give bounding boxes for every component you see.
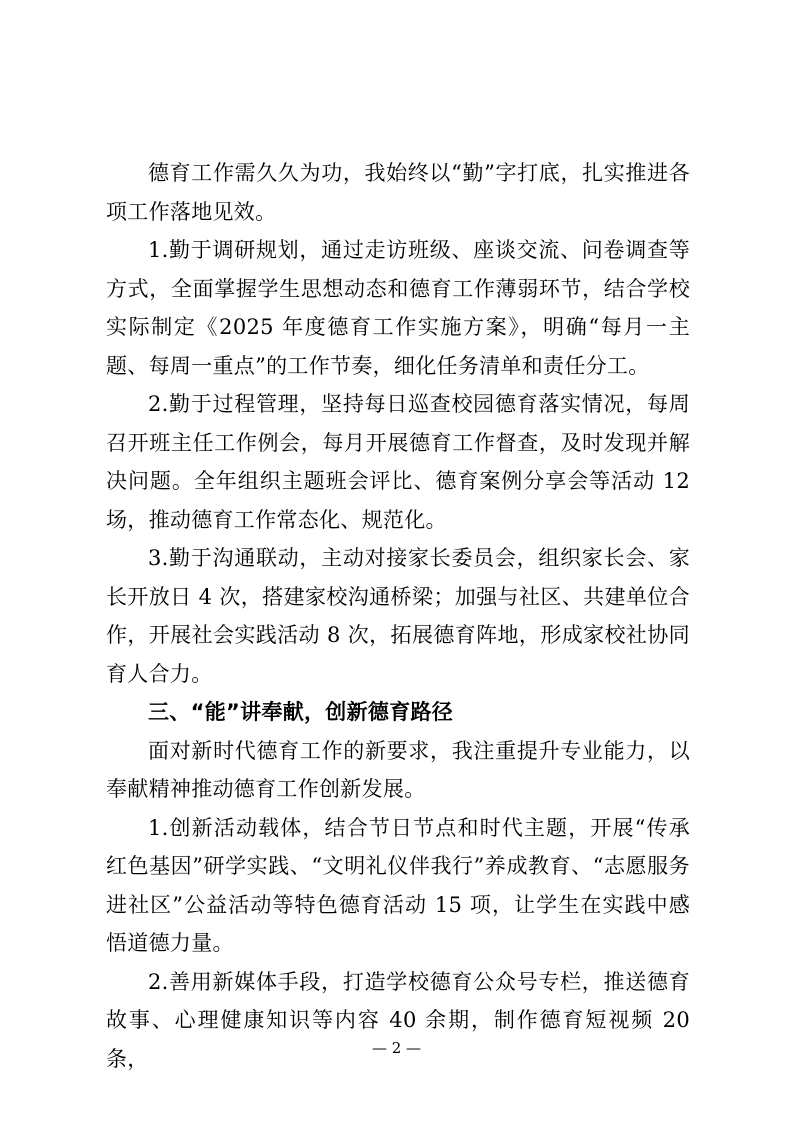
paragraph-process-management: 2.勤于过程管理，坚持每日巡查校园德育落实情况，每周召开班主任工作例会，每月开展德育工作督查，及时发现并解决问题。全年组织主题班会评比、德育案例分享会等活动 12 场，推动德育工作常态化、规范化。 [106, 392, 690, 532]
paragraph-communication: 3.勤于沟通联动，主动对接家长委员会，组织家长会、家长开放日 4 次，搭建家校沟通桥梁；加强与社区、共建单位合作，开展社会实践活动 8 次，拓展德育阵地，形成家校社协同育人合力。 [106, 546, 690, 686]
paragraph-activity-innovation: 1.创新活动载体，结合节日节点和时代主题，开展“传承红色基因”研学实践、“文明礼仪伴我行”养成教育、“志愿服务进社区”公益活动等特色德育活动 15 项，让学生在实践中感悟道德力量。 [106, 815, 690, 955]
paragraph-new-media: 2.善用新媒体手段，打造学校德育公众号专栏，推送德育故事、心理健康知识等内容 40 余期，制作德育短视频 20 条， [106, 969, 690, 1071]
section-heading-3: 三、“能”讲奉献，创新德育路径 [148, 700, 454, 724]
page-number: — 2 — [371, 1039, 422, 1057]
document-body [106, 154, 690, 1078]
paragraph-intro: 德育工作需久久为功，我始终以“勤”字打底，扎实推进各项工作落地见效。 [106, 161, 690, 224]
paragraph-section-intro: 面对新时代德育工作的新要求，我注重提升专业能力，以奉献精神推动德育工作创新发展。 [106, 738, 690, 801]
paragraph-research-planning: 1.勤于调研规划，通过走访班级、座谈交流、问卷调查等方式，全面掌握学生思想动态和德育工作薄弱环节，结合学校实际制定《2025 年度德育工作实施方案》，明确“每月一主题、每周一重点”的工作节奏，细化任务清单和责任分工。 [106, 238, 690, 378]
